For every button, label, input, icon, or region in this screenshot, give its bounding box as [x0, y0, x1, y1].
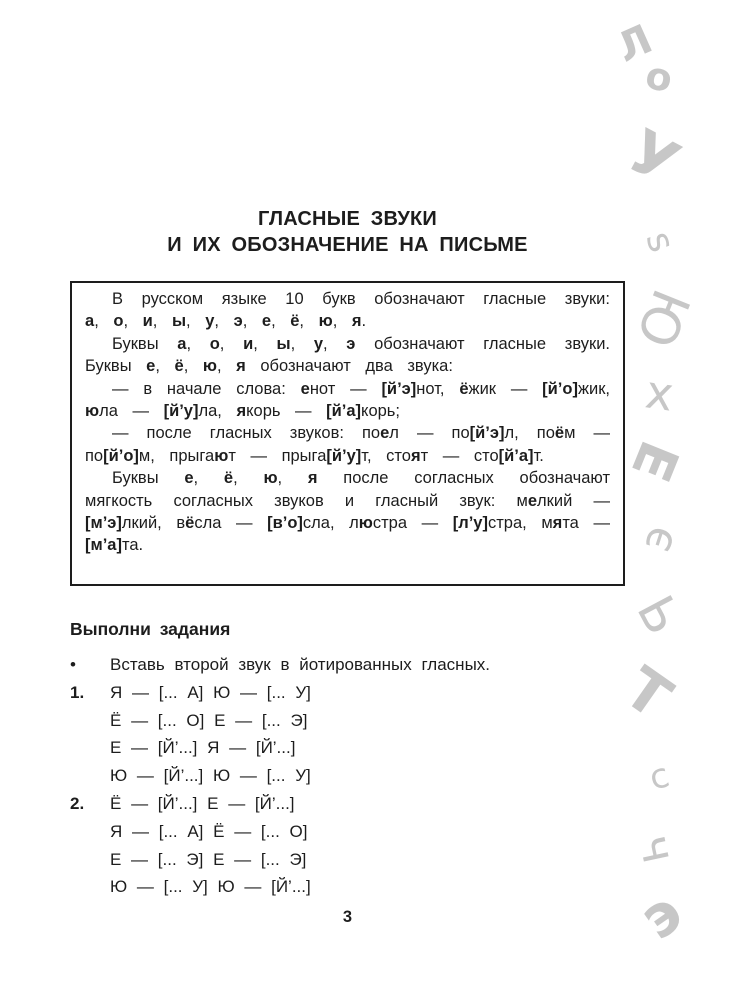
- decorative-letter: Е: [618, 432, 692, 491]
- task-item-number: 1.: [70, 682, 85, 702]
- rule-paragraph: Буквы а, о, и, ы, у, э обозначают гласные звуки. Буквы е, ё, ю, я обозначают два звука:: [85, 334, 610, 376]
- chapter-title-line2: И ИХ ОБОЗНАЧЕНИЕ НА ПИСЬМЕ: [167, 234, 528, 256]
- task-line: Я — [... А] Ю — [... У]: [110, 682, 311, 702]
- decorative-letter: Ь: [625, 586, 693, 644]
- tasks-heading: Выполни задания: [70, 619, 231, 639]
- task-item: [70, 679, 625, 790]
- chapter-title: [70, 206, 625, 258]
- bullet-marker: •: [70, 655, 76, 674]
- task-list: [70, 679, 625, 901]
- task-line: Ю — [... У] Ю — [Й’...]: [110, 877, 311, 897]
- decorative-letter: э: [629, 518, 686, 558]
- task-line: Ё — [Й’...] Е — [Й’...]: [110, 793, 295, 813]
- decorative-letter: ч: [628, 830, 687, 868]
- task-item-number: 2.: [70, 793, 85, 813]
- task-item: [70, 790, 625, 901]
- decorative-letter: Ю: [623, 280, 701, 356]
- task-line: Е — [Й’...] Я — [Й’...]: [110, 738, 296, 758]
- task-instruction-row: [70, 651, 625, 679]
- task-line: Я — [... А] Ё — [... О]: [110, 821, 308, 841]
- decorative-letter: х: [642, 364, 677, 422]
- page-content: [70, 0, 625, 927]
- decorative-letter: Т: [612, 653, 684, 733]
- decorative-letter: Л: [610, 16, 660, 72]
- page-number: 3: [342, 908, 353, 927]
- decorative-letter: э: [627, 877, 695, 953]
- task-line: Е — [... Э] Е — [... Э]: [110, 849, 307, 869]
- rule-box: [70, 281, 625, 586]
- task-instruction: Вставь второй звук в йотированных гласных.: [110, 655, 491, 674]
- rule-paragraph: — в начале слова: енот — [й’э]нот, ёжик — [й’о]жик, юла — [й’у]ла, якорь — [й’а]корь;: [85, 379, 610, 421]
- rule-paragraph: — после гласных звуков: поел — по[й’э]л, поём — по[й’о]м, прыгают — прыга[й’у]т, стоят — сто[й’а]т.: [85, 424, 610, 465]
- decorative-letter: о: [641, 52, 677, 102]
- task-line: Ё — [... О] Е — [... Э]: [110, 710, 308, 730]
- task-line: Ю — [Й’...] Ю — [... У]: [110, 766, 311, 786]
- decorative-letter: У: [616, 116, 690, 200]
- decorative-letter: s: [637, 226, 683, 258]
- rule-paragraph: В русском языке 10 букв обозначают гласные звуки: а, о, и, ы, у, э, е, ё, ю, я.: [85, 290, 610, 331]
- decorative-letter: с: [645, 755, 674, 799]
- chapter-title-line1: ГЛАСНЫЕ ЗВУКИ: [257, 208, 438, 230]
- rule-paragraph: Буквы е, ё, ю, я после согласных обозначают мягкость согласных звуков и гласный звук: мелкий — [м’э]лкий, вёсла — [в’о]сла, люстра — [л’у]стра, мята — [м’а]та.: [85, 469, 611, 555]
